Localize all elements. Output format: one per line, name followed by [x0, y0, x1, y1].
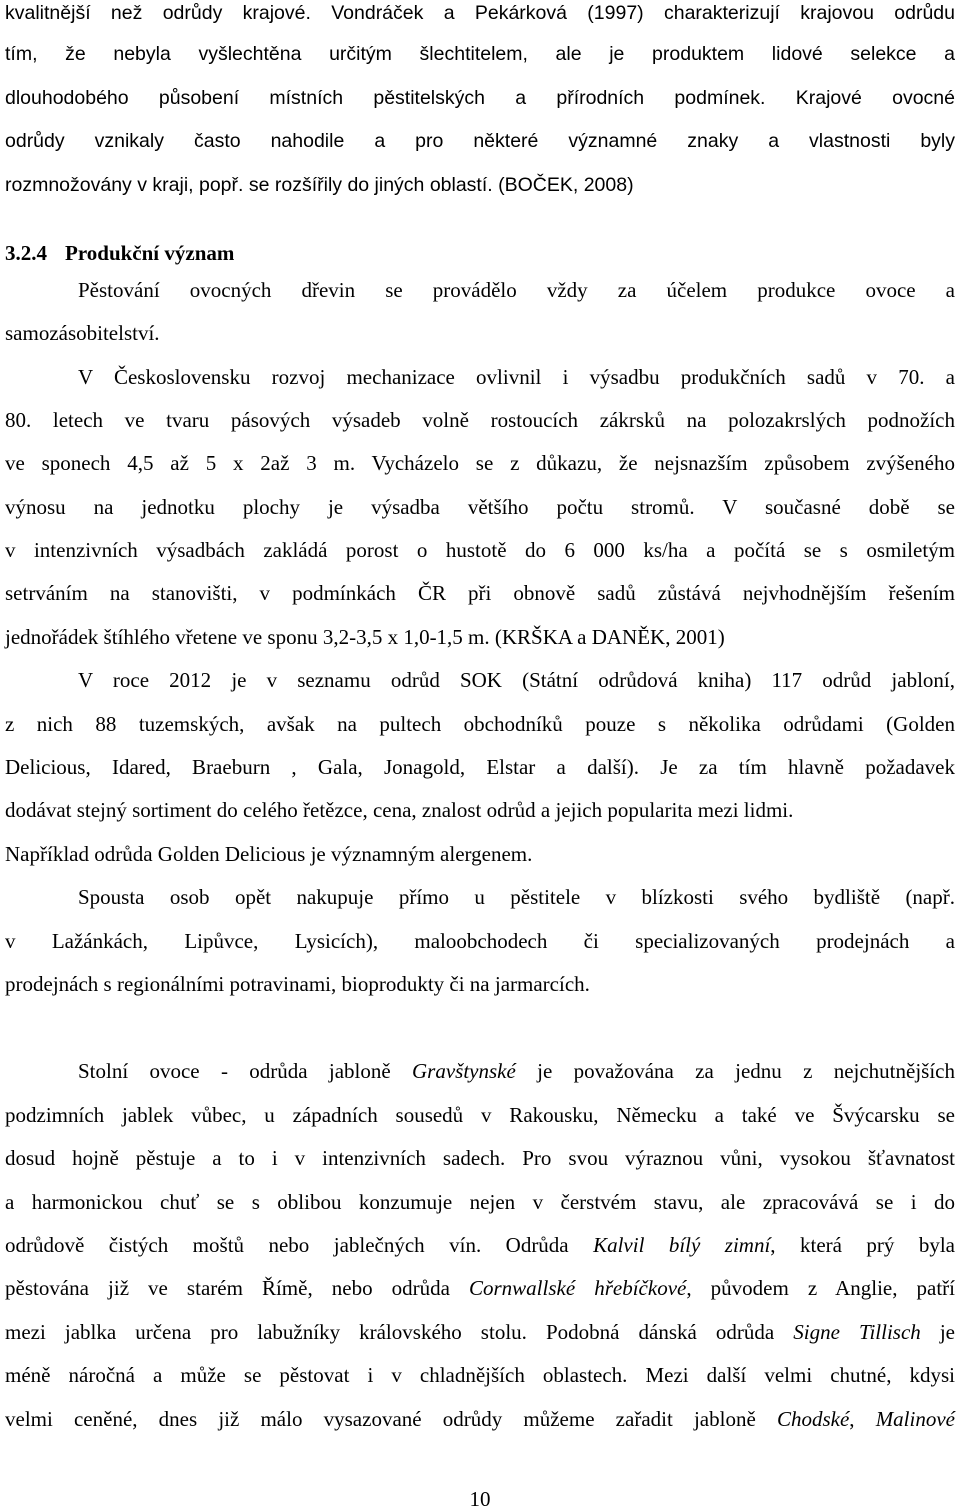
text-line: méně náročná a může se pěstovat i v chladnějších oblastech. Mezi další velmi chutné, kdysi: [5, 1363, 955, 1387]
text-line: výnosu na jednotku plochy je výsadba většího počtu stromů. V současné době se: [5, 495, 955, 519]
text-line: [5, 1275, 955, 1301]
text-line: Například odrůda Golden Delicious je významným alergenem.: [5, 842, 533, 866]
text-line: odrůdy vznikaly často nahodile a pro některé významné znaky a vlastnosti byly: [5, 130, 955, 152]
page-number: 10: [469, 1487, 491, 1511]
text-line: [5, 1406, 955, 1432]
text-line: dosud hojně pěstuje a to i v intenzivních sadech. Pro svou výraznou vůni, vysokou šťavnatost: [5, 1146, 955, 1170]
variety-name: Malinové: [875, 1407, 955, 1431]
text-line: v intenzivních výsadbách zakládá porost o hustotě do 6 000 ks/ha a počítá se s osmiletým: [5, 538, 955, 562]
text-line: tím, že nebyla vyšlechtěna určitým šlechtitelem, ale je produktem lidové selekce a: [5, 43, 955, 65]
text-line: jednořádek štíhlého vřetene ve sponu 3,2-3,5 x 1,0-1,5 m. (KRŠKA a DANĚK, 2001): [5, 625, 725, 649]
variety-name: Signe Tillisch: [793, 1320, 921, 1344]
text-line: v Lažánkách, Lipůvce, Lysicích), maloobchodech či specializovaných prodejnách a: [5, 929, 955, 953]
text-line: podzimních jablek vůbec, u západních sousedů v Rakousku, Německu a také ve Švýcarsku se: [5, 1103, 955, 1127]
text-line: 80. letech ve tvaru pásových výsadeb volně rostoucích zákrsků na polozakrslých podnožích: [5, 408, 955, 432]
text-run: je považována za jednu z nejchutnějších: [515, 1059, 955, 1083]
text-run: je: [920, 1320, 956, 1344]
text-line: setrváním na stanovišti, v podmínkách ČR při obnově sadů zůstává nejvhodnějším řešením: [5, 581, 955, 605]
text-run: Stolní ovoce - odrůda jabloně: [78, 1059, 412, 1083]
text-line: [5, 1319, 955, 1345]
text-run: , původem z Anglie, patří: [686, 1276, 956, 1300]
text-line: Delicious, Idared, Braeburn , Gala, Jonagold, Elstar a další). Je za tím hlavně požadavek: [5, 755, 955, 779]
text-line: samozásobitelství.: [5, 321, 160, 345]
text-line: kvalitnější než odrůdy krajové. Vondráček a Pekárková (1997) charakterizují krajovou odrůdu: [5, 2, 955, 24]
section-number: 3.2.4: [5, 241, 47, 265]
text-run: odrůdově čistých moštů nebo jablečných vín. Odrůda: [5, 1233, 594, 1257]
text-line: a harmonickou chuť se s oblibou konzumuje nejen v čerstvém stavu, ale zpracovává se i do: [5, 1190, 955, 1214]
variety-name: Kalvil bílý zimní: [593, 1233, 771, 1257]
text-line: prodejnách s regionálními potravinami, bioprodukty či na jarmarcích.: [5, 972, 590, 996]
text-line: V Československu rozvoj mechanizace ovlivnil i výsadbu produkčních sadů v 70. a: [78, 365, 955, 389]
text-line: [5, 1232, 955, 1258]
text-run: pěstována již ve starém Římě, nebo odrůda: [5, 1276, 469, 1300]
text-line: rozmnožovány v kraji, popř. se rozšířily do jiných oblastí. (BOČEK, 2008): [5, 174, 634, 196]
variety-name: Gravštynské: [411, 1059, 516, 1083]
variety-name: Chodské: [776, 1407, 850, 1431]
text-run: ,: [849, 1407, 876, 1431]
text-line: z nich 88 tuzemských, avšak na pultech obchodníků pouze s několika odrůdami (Golden: [5, 712, 955, 736]
text-line: [78, 1058, 955, 1084]
text-run: mezi jablka určena pro labužníky královského stolu. Podobná dánská odrůda: [5, 1320, 794, 1344]
text-line: dodávat stejný sortiment do celého řetězce, cena, znalost odrůd a jejich popularita mezi lidmi.: [5, 798, 794, 822]
section-title: Produkční význam: [65, 241, 235, 265]
variety-name: Cornwallské hřebíčkové: [469, 1276, 687, 1300]
text-line: Pěstování ovocných dřevin se provádělo vždy za účelem produkce ovoce a: [78, 278, 955, 302]
text-line: ve sponech 4,5 až 5 x 2až 3 m. Vycházelo se z důkazu, že nejsnazším způsobem zvýšeného: [5, 451, 955, 475]
section-heading: [5, 240, 335, 266]
text-line: dlouhodobého působení místních pěstitelských a přírodních podmínek. Krajové ovocné: [5, 87, 955, 109]
text-run: , která prý byla: [770, 1233, 955, 1257]
text-run: velmi ceněné, dnes již málo vysazované odrůdy můžeme zařadit jabloně: [5, 1407, 777, 1431]
text-line: Spousta osob opět nakupuje přímo u pěstitele v blízkosti svého bydliště (např.: [78, 885, 955, 909]
text-line: V roce 2012 je v seznamu odrůd SOK (Státní odrůdová kniha) 117 odrůd jabloní,: [78, 668, 955, 692]
